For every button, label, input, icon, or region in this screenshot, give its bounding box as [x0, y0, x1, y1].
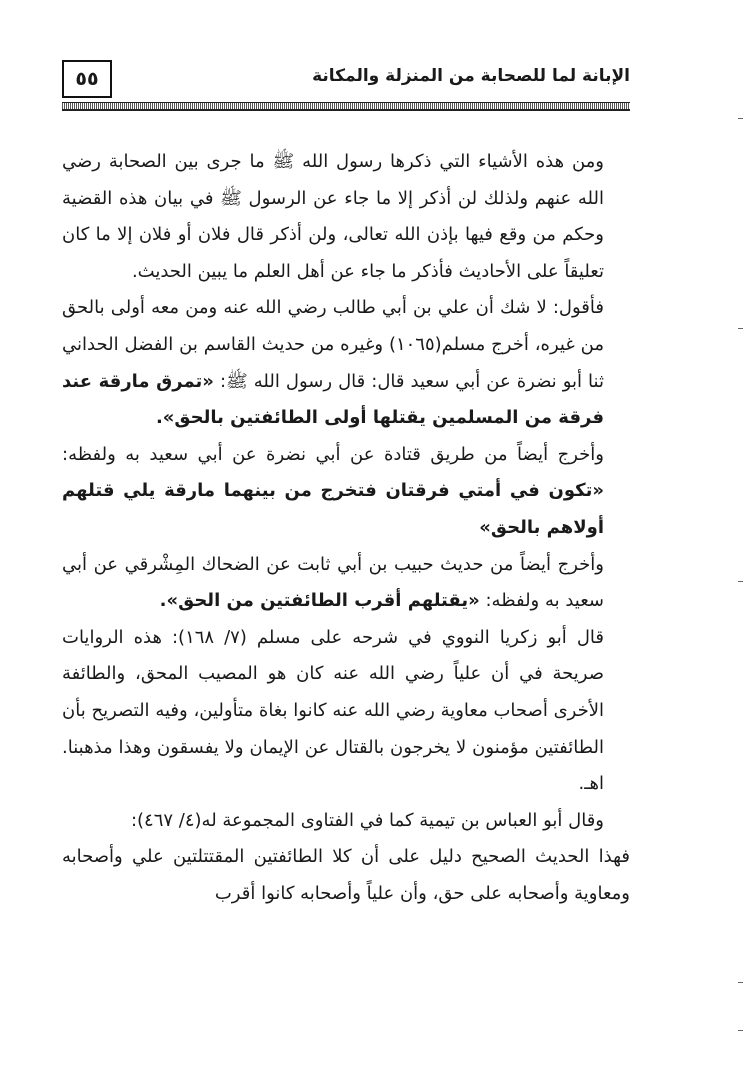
body-text [62, 144, 630, 912]
paragraph-7: فهذا الحديث الصحيح دليل على أن كلا الطائفتين المقتتلتين علي وأصحابه ومعاوية وأصحابه على حق، وأن علياً وأصحابه كانوا أقرب [62, 846, 630, 904]
header-rule [62, 102, 630, 111]
page-number: ٥٥ [62, 60, 112, 98]
paragraph-1: ومن هذه الأشياء التي ذكرها رسول الله ﷺ ما جرى بين الصحابة رضي الله عنهم ولذلك لن أذكر إلا ما جاء عن الرسول ﷺ في بيان هذه القضية وحكم من وقع فيها بإذن الله تعالى، ولن أذكر قال فلان أو فلان إلا ما كان تعليقاً على الأحاديث فأذكر ما جاء عن أهل العلم ما يبين الحديث. [62, 151, 604, 282]
margin-mark [738, 982, 743, 983]
hadith-quote-1: «تمرق مارقة عند فرقة من المسلمين يقتلها أولى الطائفتين بالحق». [62, 370, 604, 429]
margin-mark [738, 1030, 743, 1031]
paragraph-6: وقال أبو العباس بن تيمية كما في الفتاوى المجموعة له(٤/ ٤٦٧): [130, 809, 604, 831]
page-header [62, 60, 630, 108]
margin-mark [738, 581, 743, 582]
paragraph-2-text: فأقول: لا شك أن علي بن أبي طالب رضي الله عنه ومن معه أولى بالحق من غيره، أخرج مسلم(١٠٦٥) وغيره من حديث القاسم بن الفضل الحداني ثنا أبو نضرة عن أبي سعيد قال: قال رسول الله ﷺ: [62, 297, 604, 392]
margin-mark [738, 118, 743, 119]
paragraph-3 [62, 437, 630, 547]
margin-mark [738, 328, 743, 329]
paragraph-2 [62, 290, 630, 436]
hadith-quote-3: «يقتلهم أقرب الطائفتين من الحق». [159, 590, 480, 612]
running-title: الإبانة لما للصحابة من المنزلة والمكانة [312, 66, 630, 86]
paragraph-3-text: وأخرج أيضاً من طريق قتادة عن أبي نضرة عن أبي سعيد به ولفظه: [62, 443, 604, 465]
hadith-quote-2: «تكون في أمتي فرقتان فتخرج من بينهما مارقة يلي قتلهم أولاهم بالحق» [62, 480, 604, 538]
paragraph-5: قال أبو زكريا النووي في شرحه على مسلم (٧/ ١٦٨): هذه الروايات صريحة في أن علياً رضي الله عنه كان هو المصيب المحق، والطائفة الأخرى أصحاب معاوية رضي الله عنه كانوا بغاة متأولين، وفيه التصريح بأن الطائفتين مؤمنون لا يخرجون بالقتال عن الإيمان ولا يفسقون وهذا مذهبنا. اهـ. [62, 626, 604, 795]
paragraph-4-text: وأخرج أيضاً من حديث حبيب بن أبي ثابت عن الضحاك المِشْرقي عن أبي سعيد به ولفظه: [62, 553, 604, 612]
paragraph-4 [62, 547, 630, 620]
